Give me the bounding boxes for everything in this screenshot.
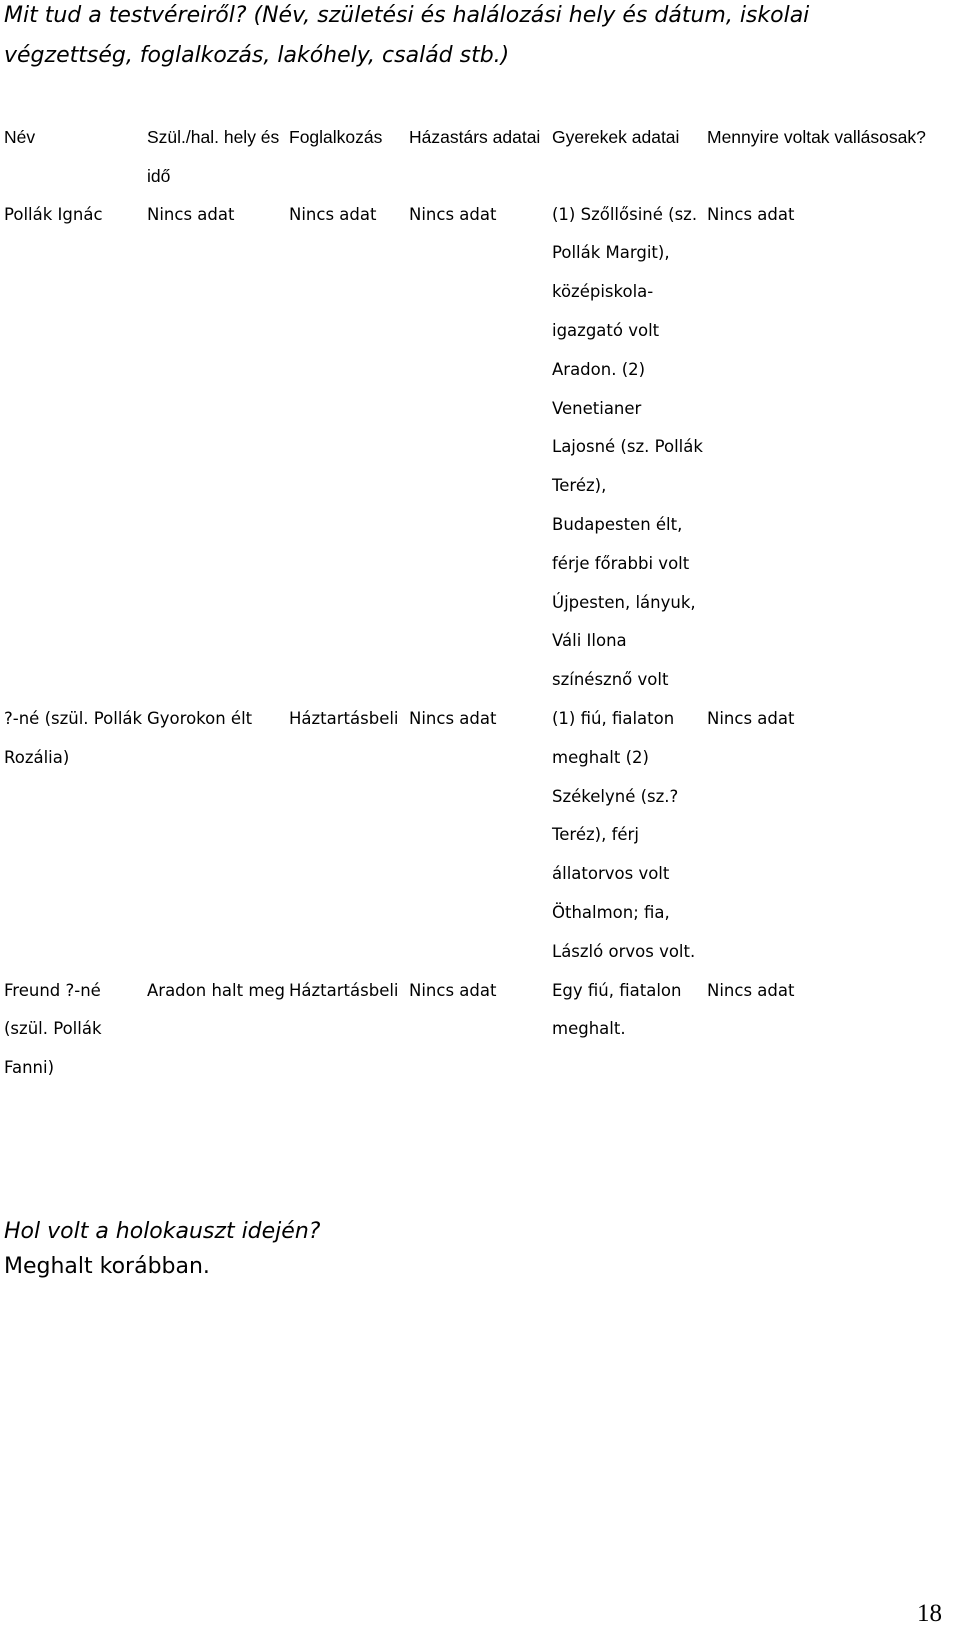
table-cell: Nincs adat (409, 708, 497, 728)
table-row (4, 196, 944, 700)
answer-holocaust: Meghalt korábban. (4, 1254, 210, 1279)
table-cell: Nincs adat (409, 980, 497, 1000)
column-header: Gyerekek adatai (552, 127, 680, 147)
table-cell: Nincs adat (289, 204, 377, 224)
table-cell: Háztartásbeli (289, 708, 399, 728)
column-header: Név (4, 127, 36, 147)
table-cell: Nincs adat (707, 980, 795, 1000)
table-cell: Nincs adat (409, 204, 497, 224)
column-header: Foglalkozás (289, 127, 383, 147)
table-cell: Gyorokon élt (147, 708, 253, 728)
table-cell: Freund ?-né (szül. Pollák Fanni) (4, 980, 102, 1078)
table-cell: Nincs adat (147, 204, 235, 224)
question-siblings: Mit tud a testvéreiről? (Név, születési és halálozási hely és dátum, iskolai végzettség, foglalkozás, lakóhely, család stb.) (4, 3, 810, 68)
table-cell: Nincs adat (707, 204, 795, 224)
siblings-table (4, 118, 944, 1088)
table-cell: Háztartásbeli (289, 980, 399, 1000)
table-header-row (4, 118, 944, 196)
table-cell: ?-né (szül. Pollák Rozália) (4, 708, 143, 767)
column-header: Házastárs adatai (409, 127, 541, 147)
table-cell: Aradon halt meg (147, 980, 286, 1000)
table-cell: (1) Szőllősiné (sz. Pollák Margit), középiskola- igazgató volt Aradon. (2) Venetianer Lajosné (sz. Pollák Teréz), Budapesten élt, férje főrabbi volt Újpesten, lányuk, Váli Ilona színésznő volt (552, 204, 703, 690)
table-cell: Nincs adat (707, 708, 795, 728)
page-number: 18 (917, 1600, 942, 1627)
table-cell: (1) fiú, fialaton meghalt (2) Székelyné (sz.? Teréz), férj állatorvos volt Öthalmon; fia, László orvos volt. (552, 708, 696, 961)
table-cell: Egy fiú, fiatalon meghalt. (552, 980, 682, 1039)
column-header: Szül./hal. hely és idő (147, 127, 280, 186)
question-holocaust: Hol volt a holokauszt idején? (4, 1219, 321, 1244)
table-cell: Pollák Ignác (4, 204, 103, 224)
table-row (4, 700, 944, 972)
table-row (4, 972, 944, 1088)
column-header: Mennyire voltak vallásosak? (707, 127, 926, 147)
